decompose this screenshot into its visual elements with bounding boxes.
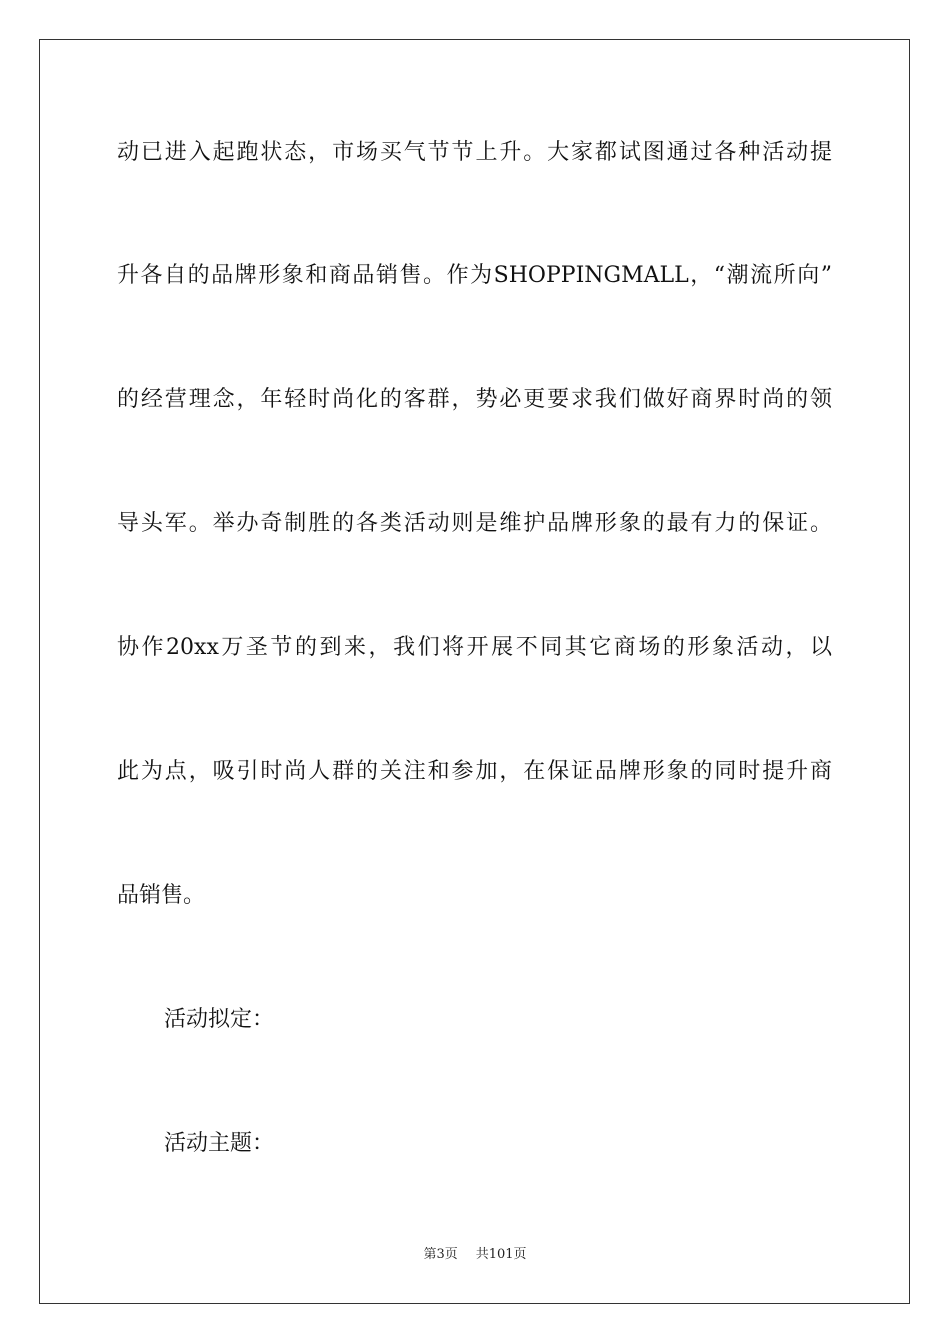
paragraph-line-3: 的经营理念，年轻时尚化的客群，势必更要求我们做好商界时尚的领: [117, 387, 832, 412]
paragraph-line-6: 此为点，吸引时尚人群的关注和参加，在保证品牌形象的同时提升商: [117, 759, 832, 784]
page-footer: [0, 1246, 950, 1264]
page-frame: [39, 39, 910, 1304]
paragraph-line-4: 导头军。举办奇制胜的各类活动则是维护品牌形象的最有力的保证。: [117, 511, 832, 536]
heading-activity-theme: 活动主题：: [164, 1131, 275, 1156]
paragraph-line-5: 协作20xx万圣节的到来，我们将开展不同其它商场的形象活动，以: [117, 635, 832, 660]
page-number-total: 共101页: [475, 1247, 527, 1262]
paragraph-line-7: 品销售。: [117, 883, 206, 908]
heading-activity-plan: 活动拟定：: [164, 1007, 275, 1032]
page-number-current: 第3页: [423, 1247, 458, 1262]
paragraph-line-2: 升各自的品牌形象和商品销售。作为SHOPPINGMALL，“潮流所向”: [117, 263, 832, 288]
paragraph-line-1: 动已进入起跑状态，市场买气节节上升。大家都试图通过各种活动提: [117, 140, 832, 165]
